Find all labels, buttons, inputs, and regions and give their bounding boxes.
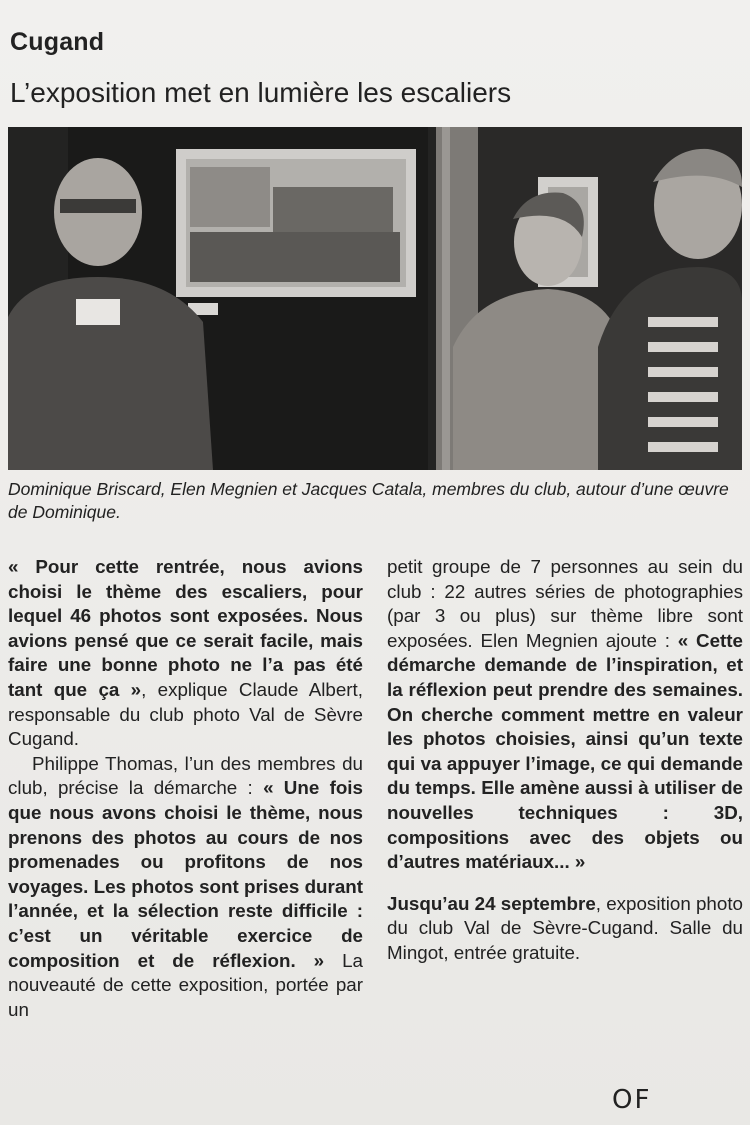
article-column-1 [8,555,363,1022]
paragraph-3 [387,555,743,875]
dates-highlight: Jusqu’au 24 septembre [387,892,596,914]
article-photo [8,127,742,470]
attribution-claude: , explique Claude Albert, responsable du club photo Val de Sèvre Cugand. [8,678,363,750]
quote-philippe: « Une fois que nous avons choisi le thème, nous prenons des photos au cours de nos promenades ou profitons de nos voyages. Les photos sont prises durant l’année, et la sélection reste difficile : c’est un véritable exercice de composition et de réflexion. » [8,777,363,971]
quote-claude: « Pour cette rentrée, nous avions choisi le thème des escaliers, pour lequel 46 photos sont exposées. Nous avions pensé que ce serait facile, mais faire une bonne photo ne l’a pas été tant que ça » [8,556,363,700]
paragraph-1 [8,555,363,752]
article-column-2 [387,555,743,966]
paragraph-2-tail: La nouveauté de cette exposition, portée par un [8,949,363,1020]
article-headline: L’exposition met en lumière les escaliers [10,77,512,108]
intro-elen: petit groupe de 7 personnes au sein du club : 22 autres séries de photographies (par 3 ou plus) sur thème libre sont exposées. Elen Megnien ajoute : [387,556,743,651]
location-kicker: Cugand [10,28,105,56]
paragraph-2 [8,752,363,1023]
quote-elen: « Cette démarche demande de l’inspiration, et la réflexion peut prendre des semaines. On cherche comment mettre en valeur les photos choisies, ainsi qu’un texte qui va appuyer l’image, ce qui demande du temps. Elle amène aussi à utiliser de nouvelles techniques : 3D, compositions avec des objets ou d’autres matériaux... » [387,629,743,873]
practical-info-text: , exposition photo du club Val de Sèvre-Cugand. Salle du Mingot, entrée gratuite. [387,892,743,963]
photo-illustration [8,127,742,470]
practical-info [387,892,743,966]
intro-philippe: Philippe Thomas, l’un des membres du club, précise la démarche : [8,752,363,799]
photo-caption: Dominique Briscard, Elen Megnien et Jacques Catala, membres du club, autour d’une œuvre de Dominique. [8,479,729,522]
handwritten-source-mark: OF [612,1085,652,1115]
